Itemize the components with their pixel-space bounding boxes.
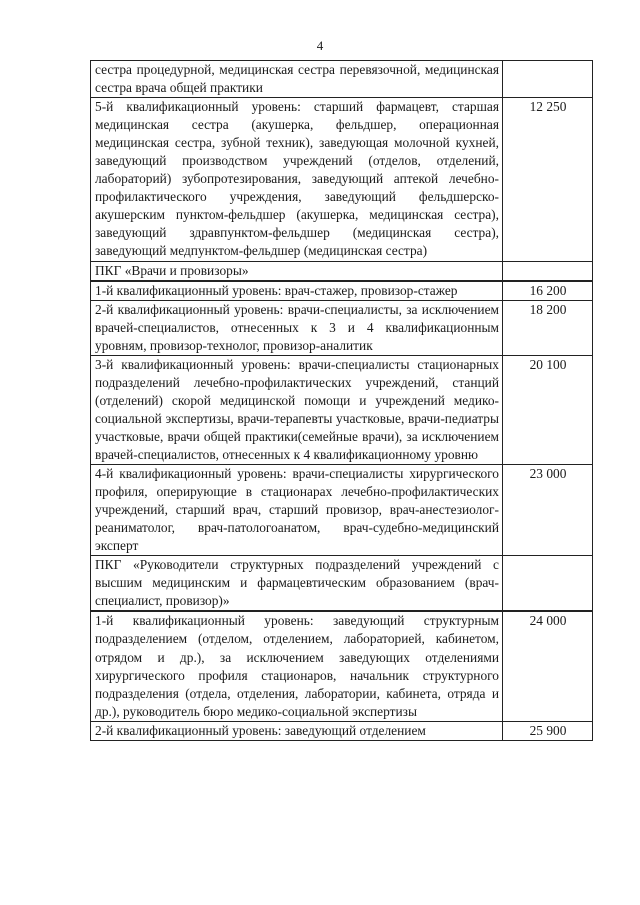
table-row xyxy=(91,611,593,721)
row-amount xyxy=(503,61,593,98)
table-row xyxy=(91,61,593,98)
row-amount: 16 200 xyxy=(503,281,593,301)
row-description: сестра процедурной, медицинская сестра перевязочной, медицинская сестра врача общей практики xyxy=(91,61,503,98)
row-description: 1-й квалификационный уровень: врач-стажер, провизор-стажер xyxy=(91,281,503,301)
row-amount: 25 900 xyxy=(503,721,593,740)
salary-table xyxy=(90,60,593,741)
group-heading: ПКГ «Врачи и провизоры» xyxy=(91,261,503,281)
row-description: 3-й квалификационный уровень: врачи-специалисты стационарных подразделений лечебно-профилактических учреждений, станций (отделений) скорой медицинской помощи и учреждений медико-социальной экспертизы, врачи-терапевты участковые, врачи-педиатры участковые, врачи общей практики(семейные врачи), за исключением врачей-специалистов, отнесенных к 4 квалификационному уровню xyxy=(91,355,503,464)
table-row xyxy=(91,300,593,355)
row-description: 5-й квалификационный уровень: старший фармацевт, старшая медицинская сестра (акушерка, фельдшер, операционная медицинская сестра, зубной техник), заведующая молочной кухней, заведующий производством учреждений (отделов, отделений, лабораторий) зубопротезирования, заведующий аптекой лечебно-профилактического учреждения, заведующий фельдшерско-акушерским пунктом-фельдшер (акушерка, медицинская сестра), заведующий здравпунктом-фельдшер (медицинская сестра), заведующий медпунктом-фельдшер (медицинская сестра) xyxy=(91,98,503,261)
row-amount: 24 000 xyxy=(503,611,593,721)
table-row xyxy=(91,465,593,556)
row-amount: 18 200 xyxy=(503,300,593,355)
table-row xyxy=(91,98,593,261)
row-amount: 12 250 xyxy=(503,98,593,261)
row-amount: 20 100 xyxy=(503,355,593,464)
group-heading: ПКГ «Руководители структурных подразделений учреждений с высшим медицинским и фармацевтическим образованием (врач-специалист, провизор)» xyxy=(91,556,503,612)
table-row xyxy=(91,261,593,281)
table-row xyxy=(91,355,593,464)
row-description: 2-й квалификационный уровень: врачи-специалисты, за исключением врачей-специалистов, отнесенных к 3 и 4 квалификационным уровням, провизор-технолог, провизор-аналитик xyxy=(91,300,503,355)
table-row xyxy=(91,721,593,740)
page-number: 4 xyxy=(316,38,324,53)
row-description: 2-й квалификационный уровень: заведующий отделением xyxy=(91,721,503,740)
row-amount xyxy=(503,261,593,281)
table-row xyxy=(91,281,593,301)
table-row xyxy=(91,556,593,612)
row-description: 1-й квалификационный уровень: заведующий структурным подразделением (отделом, отделением, лабораторией, кабинетом, отрядом и др.), за исключением заведующих отделениями хирургического профиля стационаров, начальник структурного подразделения (отдела, отделения, лаборатории, кабинета, отряда и др.), руководитель бюро медико-социальной экспертизы xyxy=(91,611,503,721)
row-description: 4-й квалификационный уровень: врачи-специалисты хирургического профиля, оперирующие в стационарах лечебно-профилактических учреждений, старший врач, старший провизор, врач-анестезиолог-реаниматолог, врач-патологоанатом, врач-судебно-медицинский эксперт xyxy=(91,465,503,556)
row-amount: 23 000 xyxy=(503,465,593,556)
row-amount xyxy=(503,556,593,612)
